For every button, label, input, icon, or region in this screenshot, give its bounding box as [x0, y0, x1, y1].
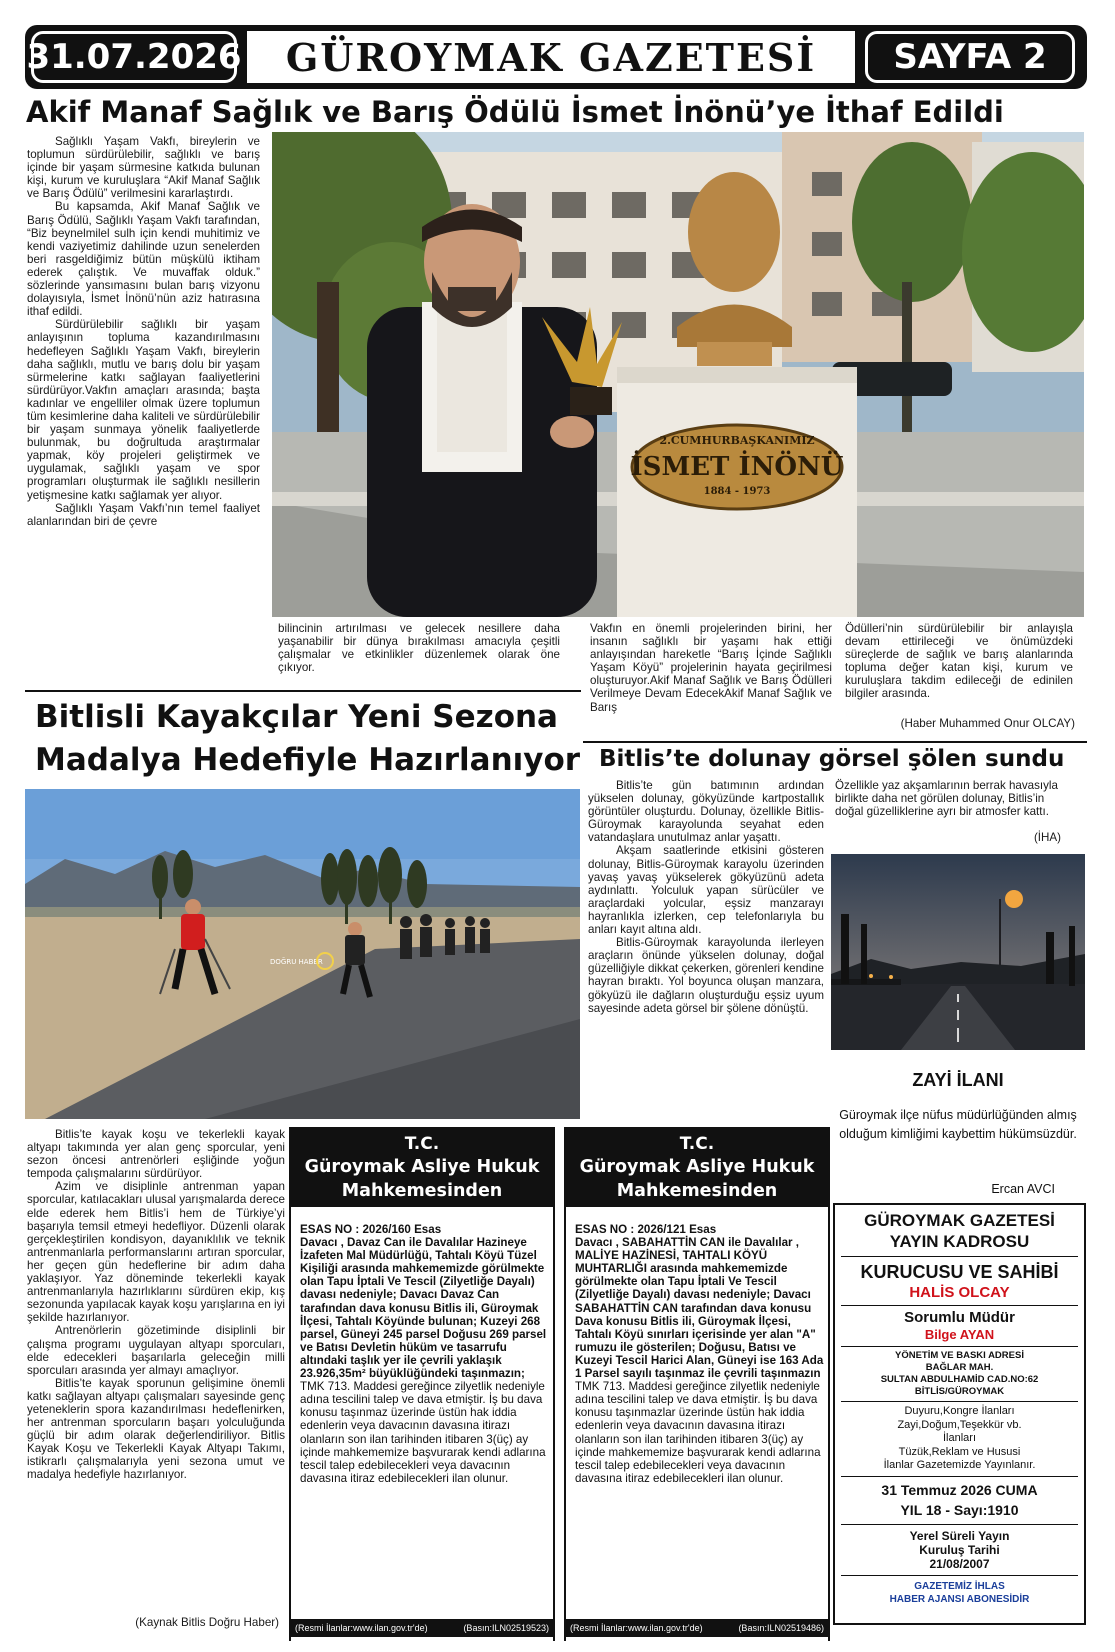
article3-credit: (İHA) [1033, 831, 1061, 844]
zayi-title: ZAYİ İLANI [912, 1070, 1004, 1090]
skiers-photo-illustration [25, 789, 580, 1119]
court2-footer-right: (Basın:ILN02519486) [738, 1623, 824, 1633]
plaque-line1: 2.CUMHURBAŞKANIMIZ [659, 434, 815, 447]
editor-name: Bilge AYAN [924, 1327, 995, 1342]
staff-title-line2: YAYIN KADROSU [889, 1232, 1030, 1251]
agency-line: HABER AJANSI ABONESİDİR [889, 1593, 1030, 1605]
article2-credit: (Kaynak Bitlis Doğru Haber) [135, 1616, 279, 1629]
article3-paragraph: Bitlis’te gün batımının ardından yükselen dolunay, gökyüzünde kartpostallık görüntüler oluşturdu. Dolunay, özellikle Bitlis-Güroymak karayolunda seyahat eden vatandaşlara unutulmaz anlar yaşattı. [588, 779, 824, 845]
staff-title-line1: GÜROYMAK GAZETESİ [864, 1211, 1055, 1230]
article1-paragraph: Sağlıklı Yaşam Vakfı’nın temel faaliyet alanlarından biri de çevre [27, 501, 260, 528]
article2-paragraph: Antrenörlerin gözetiminde disiplinli bir çalışma programı uygulayan altyapı sporcuları, elde edecekleri başarılarla geleceğin milli sporcuları arasında yer almayı amaçlıyor. [27, 1324, 285, 1377]
agency-line: GAZETEMİZ İHLAS [914, 1580, 1005, 1592]
notice-line: Tüzük,Reklam ve Hususi [898, 1445, 1021, 1458]
article1-col3: Vakfın en önemli projelerinden birini, her insanın sağlıklı bir yaşamı hak ettiği anlayışından hareketle “Barış İçinde Sağlıklı Yaşam Köyü” projelerinin hayata geçirilmesi oluşturuyor.Akif Manaf Sağlık ve Barış Ödülleri Verilmeye Devam EdecekAkif Manaf Sağlık ve Barış [590, 622, 832, 714]
zayi-body: Güroymak ilçe nüfus müdürlüğünden almış olduğum kimliğimi kaybettim hükümsüzdür. [839, 1108, 1077, 1141]
court1-case-no: ESAS NO : 2026/160 Esas [300, 1223, 442, 1236]
issue-number-line: YIL 18 - Sayı:1910 [900, 1501, 1019, 1518]
address-line: BİTLİS/GÜROYMAK [914, 1386, 1005, 1397]
article1-col1 [27, 135, 260, 528]
article1-col2: bilincinin artırılması ve gelecek nesillere daha yaşanabilir bir dünya bırakılması amacıyla çeşitli çalışmalar ve etkinlikler düzenlemek olarak öne çıkıyor. [278, 622, 560, 675]
article3-col1 [588, 779, 824, 1015]
masthead [25, 25, 1087, 89]
court2-bold-text: Davacı , SABAHATTİN CAN ile Davalılar , MALİYE HAZİNESİ, TAHTALI KÖYÜ MUHTARLIĞI arasında mahkememizde görülmekte olan Tapu İptali Ve Tescil (Zilyetliğe Dayalı) davası nedeniyle; Davacı SABAHATTİN CAN tarafından dava konusu Dava konusu Bitlis ili, Güroymak İlçesi, Tahtalı Köyü sınırları içerisinde yer alan "A" rumuzu ile gösterilen; Doğusu, Batısı ve Kuzeyi Tescil Harici Alan, Güneyi ise 163 Ada 1 Parsel sayılı taşınmaz ile çevrili taşınmazın [575, 1236, 824, 1381]
court1-text: TMK 713. Maddesi gereğince zilyetlik nedeniyle adına tescilini talep ve dava etmiştir. İş bu dava konusu taşınmaz üzerinde üstün hak iddia edenlerin veya davacının davasına itirazı olanların son ilan tarihinden itibaren 3(üç) ay içinde mahkememize başvurarak kendi adlarına tescil talep edebilecekleri veya davacının davasına itiraz edebilecekleri ilan olunur. [300, 1380, 546, 1485]
article1-col4: Ödülleri’nin sürdürülebilir bir anlayışla devam ettirileceği ve önümüzdeki süreçlerde de sağlık ve barış alanlarında topluma değer katan kişi, kurum ve kuruluşlara takdim edileceği de edinilen bilgiler arasında. [845, 622, 1073, 701]
court2-body [575, 1223, 825, 1485]
notice-line: İlanları [942, 1432, 977, 1444]
court1-title-line1: T.C. [404, 1134, 440, 1154]
article3-title: Bitlis’te dolunay görsel şölen sundu [599, 746, 1065, 772]
publication-line: Yerel Süreli Yayın [909, 1528, 1010, 1543]
article2-body [27, 1128, 285, 1482]
court2-case-no: ESAS NO : 2026/121 Esas [575, 1223, 717, 1236]
section-divider [25, 690, 581, 692]
address-line: SULTAN ABDULHAMİD CAD.NO:62 [880, 1374, 1039, 1385]
court2-title-line2: Güroymak Asliye Hukuk [579, 1157, 815, 1177]
address-line: YÖNETİM VE BASKI ADRESİ [895, 1350, 1024, 1361]
article2-title-line1: Bitlisli Kayakçılar Yeni Sezona [35, 699, 558, 735]
zayi-signature: Ercan AVCI [991, 1182, 1055, 1196]
plaque-line3: 1884 - 1973 [703, 486, 771, 497]
article2-paragraph: Bitlis’te kayak koşu ve tekerlekli kayak altyapı takımında yer alan genç sporcular, yeni sezon öncesi antrenörleri eşliğinde yoğun tempoda çalışmalarını sürdürüyor. [27, 1128, 285, 1181]
court2-title-line1: T.C. [679, 1134, 715, 1154]
article3-photo [831, 854, 1085, 1050]
page-number: SAYFA 2 [865, 31, 1075, 83]
court2-header [564, 1127, 830, 1207]
article2-title-line2: Madalya Hedefiyle Hazırlanıyor [35, 742, 581, 778]
founder-name: HALİS OLCAY [909, 1284, 1010, 1301]
founder-label: KURUCUSU VE SAHİBİ [860, 1262, 1059, 1282]
issue-date-line: 31 Temmuz 2026 CUMA [881, 1481, 1038, 1498]
notice-line: Duyuru,Kongre İlanları [904, 1405, 1015, 1417]
section-divider [583, 741, 1087, 743]
article1-paragraph: Bu kapsamda, Akif Manaf Sağlık ve Barış Ödülü, Sağlıklı Yaşam Vakfı tarafından, “Biz beynelmilel sulh için kendi muhitimiz ve kendi vaziyetimiz dahilinde uzun senelerden beri rasgeldiğimiz bütün müşkülü iktiham ederek çalıştık. Ve muvaffak olduk.” sözlerinde yansımasını bulan barış vizyonu dolayısıyla, İsmet İnönü’nün aziz hatırasına ithaf edildi. [27, 200, 260, 319]
court1-title-line3: Mahkemesinden [341, 1181, 503, 1201]
publication-line: Kuruluş Tarihi [919, 1542, 1000, 1557]
article1-title: Akif Manaf Sağlık ve Barış Ödülü İsmet İnönü’ye İthaf Edildi [26, 95, 1004, 129]
staff-box [833, 1203, 1086, 1625]
article2-photo [25, 789, 580, 1119]
court2-footer [564, 1619, 830, 1637]
paper-name: GÜROYMAK GAZETESİ [247, 31, 855, 83]
court1-header [289, 1127, 555, 1207]
publication-line: 21/08/2007 [929, 1556, 990, 1571]
photo-watermark: DOĞRU HABER [270, 958, 323, 966]
court2-title-line3: Mahkemesinden [616, 1181, 778, 1201]
address-line: BAĞLAR MAH. [925, 1362, 994, 1373]
court1-bold-text: Davacı , Davaz Can ile Davalılar Hazineye İzafeten Mal Müdürlüğü, Tahtalı Köyü Tüzel Kişiliği arasında mahkememizde görülmekte olan Tapu İptali Ve Tescil (Zilyetliğe Dayalı) davası nedeniyle; Davacı Davaz Can tarafından dava konusu Bitlis ili, Güroymak İlçesi, Tahtalı Köyünde bulunan; Kuzeyi 268 parsel, Güneyi 245 parsel Doğusu 269 parsel ve Batısı Devletin hüküm ve tasarrufu altındaki taşlık yer ile çevrili yaklaşık 23.926,35m² büyüklüğündeki taşınmazın; [300, 1236, 547, 1381]
notice-line: Zayi,Doğum,Teşekkür vb. [897, 1418, 1022, 1431]
article2-paragraph: Bitlis’te kayak sporunun gelişimine önemli katkı sağlayan altyapı çalışmaları sayesinde genç yeteneklerin spora kazandırılması hedeflenirken, her antrenman sporcuların başarı yolculuğunda güçlü bir adım olarak değerlendiriliyor. Bitlis Kayak Koşu ve Tekerlekli Kayak Altyapı Takımı, istikrarlı çalışmalarıyla yeni sezona umut ve madalya hedefiyle hazırlanıyor. [27, 1376, 285, 1482]
court2-text: TMK 713. Maddesi gereğince zilyetlik nedeniyle adına tescilini talep ve dava etmiştir. İş bu dava konusu taşınmazlar üzerinde üstün hak iddia edenlerin veya davacının davasına itirazı olanların son ilan tarihinden itibaren 3(üç) ay içinde mahkememize başvurarak kendi adlarına tescil talep edebilecekleri veya davacının davasına itiraz edebilecekleri ilan olunur. [575, 1380, 821, 1485]
article1-photo [272, 132, 1084, 617]
moon-photo-illustration [831, 854, 1085, 1050]
editor-label: Sorumlu Müdür [904, 1309, 1015, 1326]
court1-footer-right: (Basın:ILN02519523) [463, 1623, 549, 1633]
issue-date: 31.07.2026 [31, 31, 237, 83]
award-photo-illustration [272, 132, 1084, 617]
plaque-line2: İSMET İNÖNÜ [630, 452, 844, 482]
court1-body [300, 1223, 550, 1485]
court1-footer [289, 1619, 555, 1637]
notice-line: İlanlar Gazetemizde Yayınlanır. [883, 1459, 1036, 1471]
article2-paragraph: Azim ve disiplinle antrenman yapan sporcular, katılacakları ulusal yarışmalarda derece elde ederek hem Bitlis’i hem de Türkiye’yi başarıyla temsil etmeyi hedefliyor. Düzenli olarak gerçekleştirilen kondisyon, dayanıklılık ve teknik antrenmanlarla performanslarını artıran sporcular, her geçen gün hedeflerine bir adım daha yaklaşıyor. Yaz döneminde tekerlekli kayak antrenmanlarıyla hazırlıklarını sürdüren ekip, kış sezonunda yapılacak kayak koşu yarışlarına en iyi şekilde hazırlanıyor. [27, 1180, 285, 1325]
article3-paragraph: Akşam saatlerinde etkisini gösteren dolunay, Bitlis-Güroymak karayolu üzerinden yavaş yavaş yükselerek gökyüzünü adeta aydınlattı. Yolculuk yapan sürücüler ve araçlardaki yolcular, eşsiz manzarayı hayranlıkla izlerken, cep telefonlarıyla bu anları kayıt altına aldı. [588, 844, 824, 937]
article3-paragraph: Bitlis-Güroymak karayolunda ilerleyen araçların önünde yükselen dolunay, doğal güzelliğiyle dikkat çekerken, görenleri kendine hayran bıraktı. Yol boyunca oluşan manzara, gökyüzü ile dağların oluşturduğu eşsiz uyum sayesinde adeta görsel bir şölene dönüştü. [588, 936, 824, 1015]
court1-title-line2: Güroymak Asliye Hukuk [304, 1157, 540, 1177]
article3-col2: Özellikle yaz akşamlarının berrak havasıyla birlikte daha net görülen dolunay, Bitlis’in doğal güzelliklerine ayrı bir atmosfer kattı. [835, 779, 1058, 819]
court2-footer-left: (Resmi İlanlar:www.ilan.gov.tr'de) [570, 1623, 703, 1633]
article1-credit: (Haber Muhammed Onur OLCAY) [900, 717, 1075, 730]
court1-footer-left: (Resmi İlanlar:www.ilan.gov.tr'de) [295, 1623, 428, 1633]
article1-paragraph: Sürdürülebilir sağlıklı bir yaşam anlayışının topluma kazandırılmasını hedefleyen Sağlıklı Yaşam Vakfı, bireylerin daha sağlıklı, mutlu ve barış dolu bir yaşam sürmelerine katkı sağlayan faaliyetlerini sürdürüyor.Vakfın amaçları arasında; başta kadınlar ve engelliler olmak üzere toplumun tüm kesimlerine daha kaliteli ve sürdürülebilir bir yaşam sunmaya yönelik faaliyetlerde bulunmak, bu doğrultuda araştırmalar yapmak, köy projeleri geliştirmek ve uygulamak, sağlıklı yaşam ve spor programları oluşturmak ile sağlıklı nesillerin yetişmesine katkı sağlamak yer alıyor. [27, 318, 260, 502]
article1-paragraph: Sağlıklı Yaşam Vakfı, bireylerin ve toplumun sürdürülebilir, sağlıklı ve barış içinde bir yaşam sürmesine katkıda bulunan kişi, kurum ve kuruluşlara “Akif Manaf Sağlık ve Barış Ödülü” verilmesini kararlaştırdı. [27, 135, 260, 201]
